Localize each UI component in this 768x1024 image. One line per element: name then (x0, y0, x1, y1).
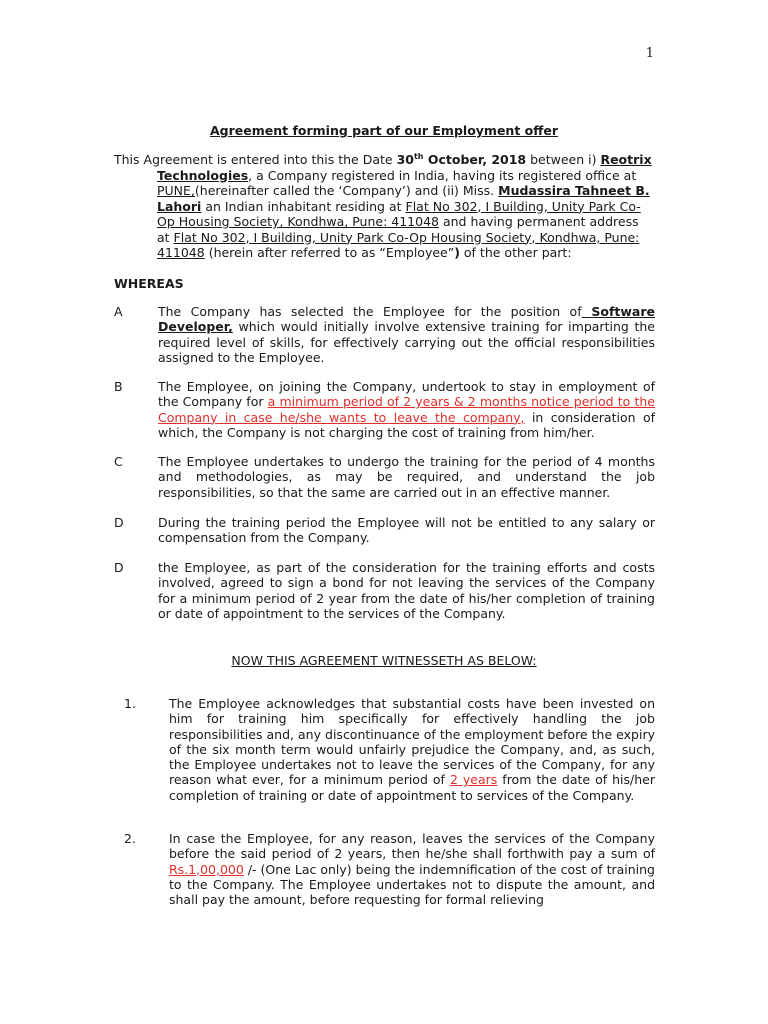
clause-label: D (114, 560, 124, 575)
item-1 (124, 696, 655, 803)
date-rest: October, 2018 (423, 152, 527, 167)
witness-heading: NOW THIS AGREEMENT WITNESSETH AS BELOW: (231, 653, 537, 668)
permanent-address: Flat No 302, I Building, Unity Park Co-Op Housing Society, Kondhwa, Pune: 411048 (157, 229, 640, 260)
item-body (169, 831, 655, 907)
item-number: 1. (124, 696, 136, 711)
clause-d-second (114, 560, 655, 621)
intro-segment: (herein after referred to as “Employee” (204, 245, 455, 260)
intro-segment: of the other part: (459, 245, 572, 260)
clause-label: C (114, 454, 123, 469)
position-title: Software Developer, (158, 304, 655, 335)
date-day: 30 (396, 152, 414, 167)
intro-bracket: ) (454, 245, 460, 260)
company-city: PUNE, (157, 183, 195, 198)
clause-c (114, 454, 655, 500)
amount-highlight: Rs.1,00,000 (169, 861, 244, 877)
clause-body (158, 379, 655, 440)
residence-address: Flat No 302, I Building, Unity Park Co-Op Housing Society, Kondhwa, Pune: 411048 (157, 198, 641, 229)
intro-paragraph (114, 152, 654, 261)
clause-a (114, 304, 655, 365)
clause-label: B (114, 379, 123, 394)
clause-body (158, 304, 655, 365)
clause-body: the Employee, as part of the consideration for the training efforts and costs involved, agreed to sign a bond for not leaving the services of the Company for a minimum period of 2 year from the date of his/her completion of training or date of appointment to the services of the Company. (158, 560, 655, 621)
intro-segment: , a Company registered in India, having its registered office at (248, 167, 637, 183)
item-number: 2. (124, 831, 136, 846)
company-name: Reotrix Technologies (157, 152, 652, 183)
clause-body: The Employee undertakes to undergo the training for the period of 4 months and methodologies, as may be required, and understand the job responsibilities, so that the same are carried out in an effective manner. (158, 454, 655, 500)
date-suffix: th (413, 151, 424, 161)
whereas-heading: WHEREAS (114, 276, 184, 291)
intro-segment: an Indian inhabitant residing at (201, 198, 406, 214)
clause-text: The Employee, on joining the Company, undertook to stay in employment of the Company for (158, 379, 655, 410)
clause-b (114, 379, 655, 440)
intro-segment: This Agreement is entered into this the Date (114, 152, 397, 167)
agreement-date (397, 152, 527, 167)
intro-segment: and having permanent address at (157, 214, 639, 245)
page-number: 1 (645, 46, 654, 61)
clause-label: D (114, 515, 124, 530)
item-body (169, 696, 655, 803)
intro-text (114, 152, 654, 261)
clause-d-first (114, 515, 655, 546)
item-text: from the date of his/her completion of training or date of appointment to services of the Company. (169, 772, 656, 803)
document-title: Agreement forming part of our Employment offer (209, 123, 559, 138)
item-text: The Employee acknowledges that substantial costs have been invested on him for training him specifically for effectively handling the job responsibilities and, any discontinuance of the employment before the expiry of the six month term would unfairly prejudice the Company, and, as such, the Employee undertakes not to leave the services of the Company, for any reason what ever, for a minimum period of (169, 696, 655, 788)
item-2 (124, 831, 655, 907)
clause-text: in consideration of which, the Company is not charging the cost of training from him/her. (158, 409, 655, 440)
item-text: In case the Employee, for any reason, leaves the services of the Company before the said period of 2 years, then he/she shall forthwith pay a sum of (169, 831, 655, 862)
intro-segment: (hereinafter called the ‘Company’) and (ii) Miss. (194, 183, 499, 198)
intro-segment: between i) (526, 152, 601, 167)
years-highlight: 2 years (449, 772, 498, 788)
item-text: /- (One Lac only) being the indemnification of the cost of training to the Company. The Employee undertakes not to dispute the amount, and shall pay the amount, before requesting for formal relieving (169, 861, 655, 908)
clause-body: During the training period the Employee will not be entitled to any salary or compensation from the Company. (158, 515, 655, 546)
clause-text: The Company has selected the Employee for the position of (158, 304, 582, 319)
clause-label: A (114, 304, 123, 319)
clause-text: which would initially involve extensive training for imparting the required level of skills, for effectively carrying out the official responsibilities assigned to the Employee. (158, 319, 655, 365)
minimum-period-highlight: a minimum period of 2 years & 2 months notice period to the Company in case he/she wants to leave the company, (158, 394, 655, 425)
employee-name: Mudassira Tahneet B. Lahori (157, 183, 650, 214)
